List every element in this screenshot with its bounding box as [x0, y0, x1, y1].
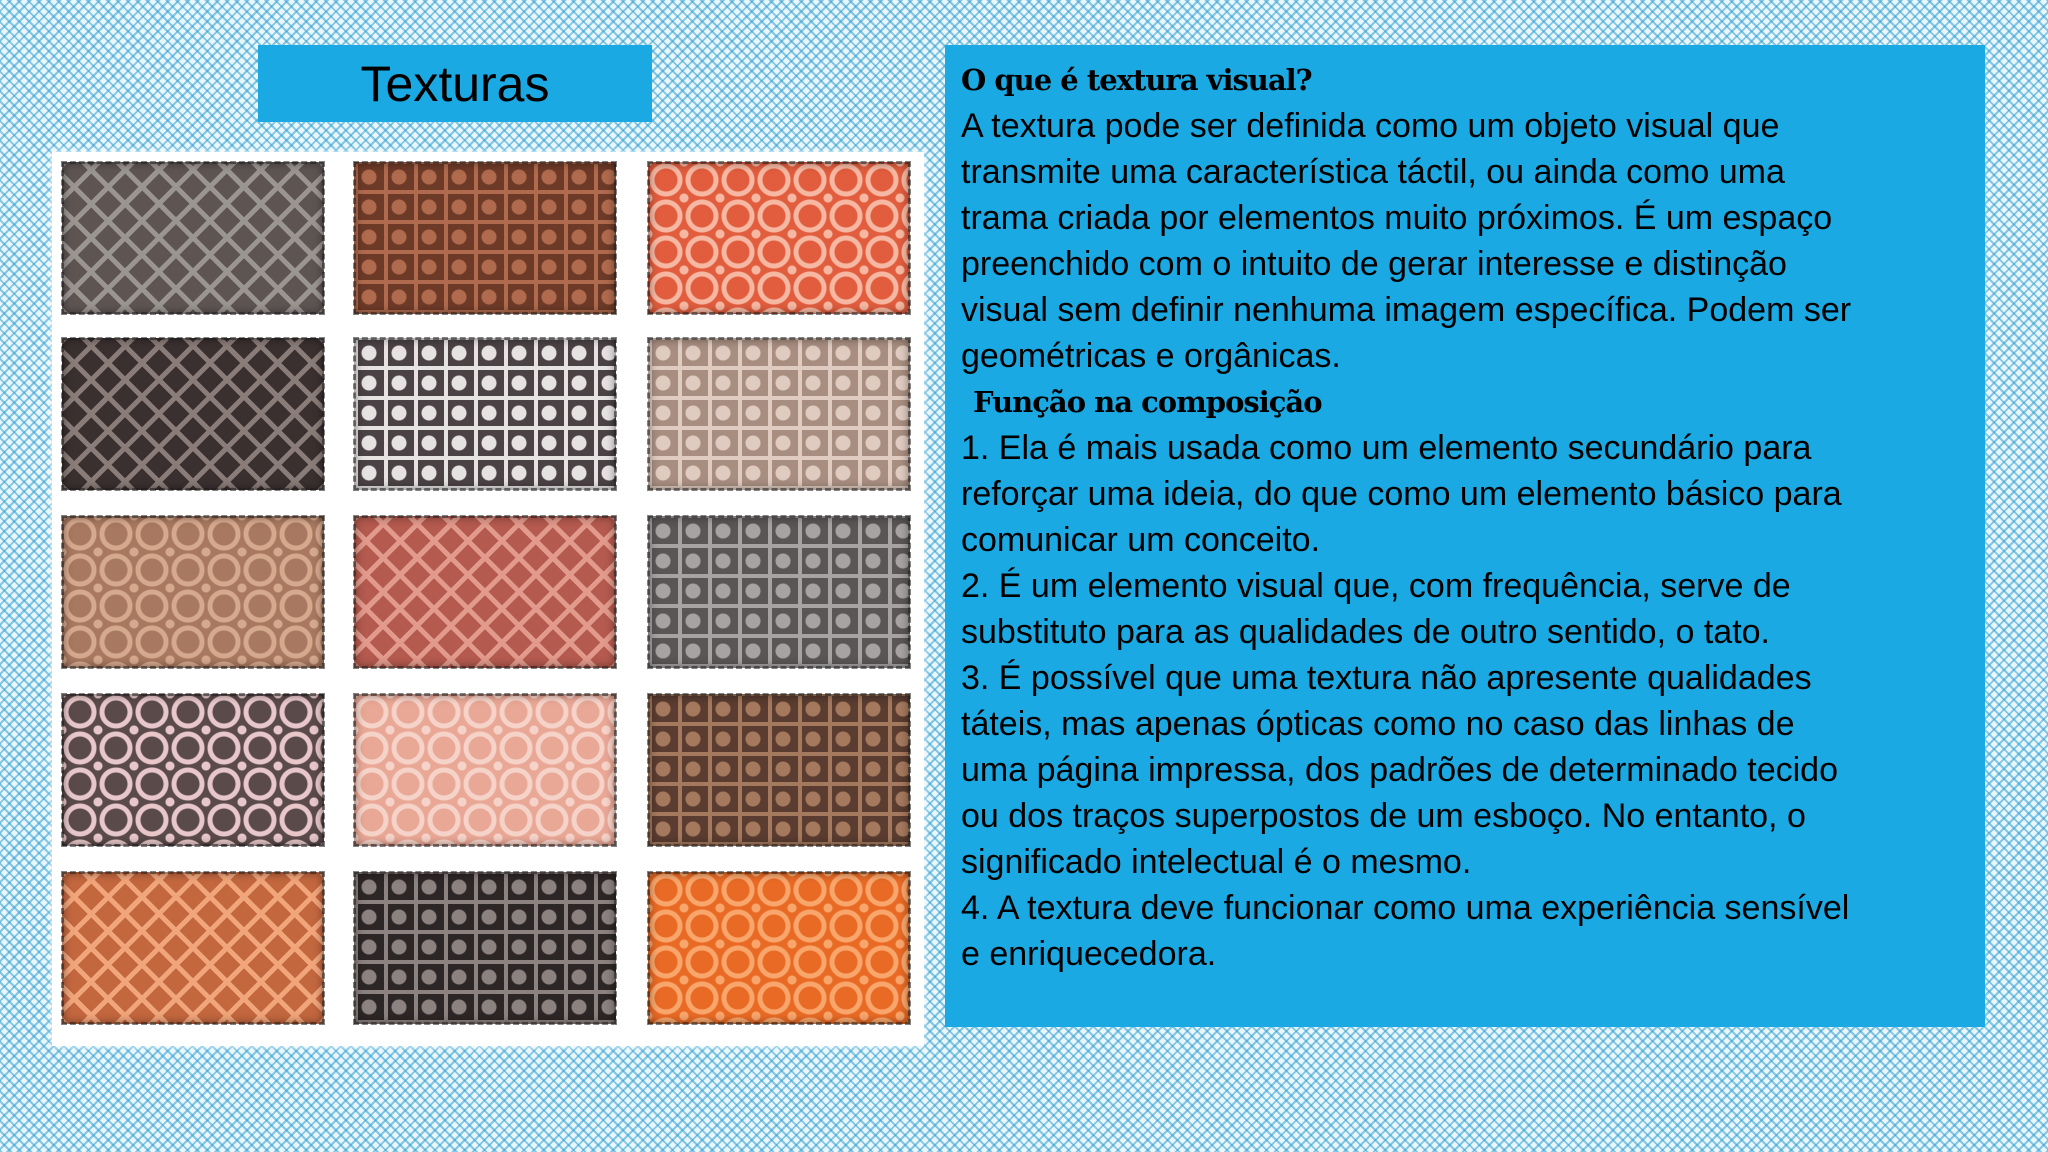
texture-red-stone — [354, 516, 616, 668]
texture-tan-rings — [62, 516, 324, 668]
point-line: 1. Ela é mais usada como um elemento secundário para — [961, 429, 1812, 467]
texture-lattice-gray — [62, 162, 324, 314]
point-line: 3. É possível que uma textura não apresente qualidades — [961, 659, 1812, 697]
texture-beige-ornament — [648, 338, 910, 490]
texture-collage — [52, 152, 924, 1046]
point-line: táteis, mas apenas ópticas como no caso das linhas de — [961, 705, 1795, 743]
intro-line: geométricas e orgânicas. — [961, 337, 1341, 375]
point-line: significado intelectual é o mesmo. — [961, 843, 1472, 881]
texture-black-swirls — [354, 872, 616, 1024]
texture-dark-leaves — [62, 338, 324, 490]
intro-line: visual sem definir nenhuma imagem específica. Podem ser — [961, 291, 1852, 329]
texture-orange-floral — [62, 872, 324, 1024]
point-line: reforçar uma ideia, do que como um elemento básico para — [961, 475, 1842, 513]
heading-what-is-texture: O que é textura visual? — [961, 63, 1312, 97]
point-line: 2. É um elemento visual que, com frequência, serve de — [961, 567, 1791, 605]
heading-function: Função na composição — [973, 385, 1322, 419]
intro-line: trama criada por elementos muito próximos. É um espaço — [961, 199, 1833, 237]
intro-line: transmite uma característica táctil, ou ainda como uma — [961, 153, 1785, 191]
texture-bright-orange — [648, 872, 910, 1024]
texture-brown-geometric — [648, 694, 910, 846]
intro-line: preenchido com o intuito de gerar interesse e distinção — [961, 245, 1787, 283]
point-line: 4. A textura deve funcionar como uma experiência sensível — [961, 889, 1850, 927]
point-line: substituto para as qualidades de outro sentido, o tato. — [961, 613, 1770, 651]
texture-brown-blocks — [354, 162, 616, 314]
info-panel — [945, 45, 1985, 1027]
texture-orange-arabesque — [648, 162, 910, 314]
texture-white-floral — [354, 338, 616, 490]
point-line: ou dos traços superpostos de um esboço. No entanto, o — [961, 797, 1806, 835]
point-line: e enriquecedora. — [961, 935, 1217, 973]
slide-title: Texturas — [258, 45, 652, 122]
point-line: uma página impressa, dos padrões de determinado tecido — [961, 751, 1838, 789]
point-line: comunicar um conceito. — [961, 521, 1321, 559]
texture-pink-lattice — [62, 694, 324, 846]
intro-line: A textura pode ser definida como um objeto visual que — [961, 107, 1780, 145]
texture-salmon-circles — [354, 694, 616, 846]
texture-gray-stars — [648, 516, 910, 668]
